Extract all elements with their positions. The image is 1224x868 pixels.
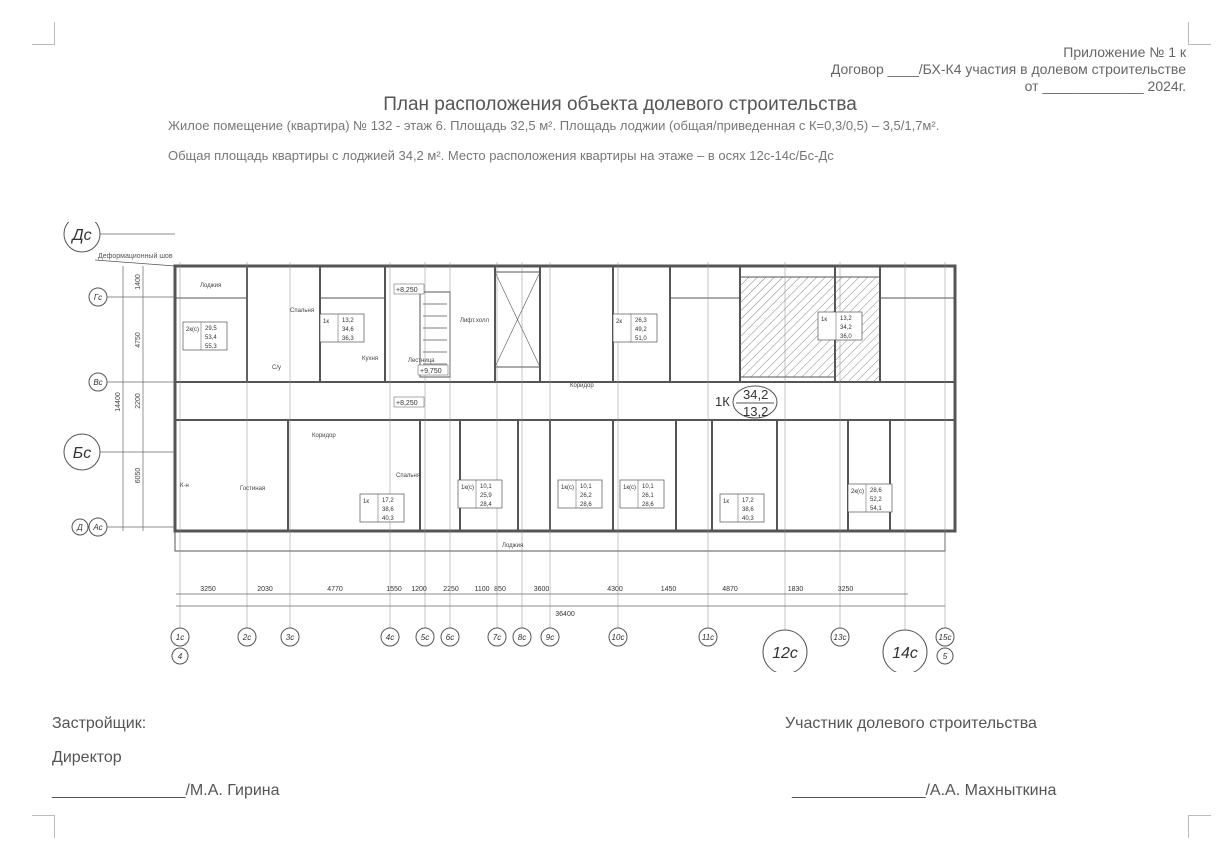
- room-label: Кухня: [362, 356, 379, 362]
- column-dimension: 3600: [533, 586, 550, 593]
- column-axis-label: 10с: [611, 633, 625, 642]
- room-label: Лоджия: [502, 543, 524, 549]
- flat-area-value: 10,1: [480, 484, 492, 490]
- appendix-line: Приложение № 1 к: [1063, 44, 1186, 60]
- column-dimension: 1200: [411, 586, 427, 593]
- participant-signature-line: _______________/А.А. Махныткина: [792, 782, 1057, 799]
- column-axis-label: 7с: [492, 633, 502, 642]
- column-axis-label: 12с: [772, 645, 798, 662]
- room-label: Коридор: [312, 433, 336, 439]
- director-label: Директор: [52, 749, 122, 766]
- column-dimension: 4300: [607, 586, 623, 593]
- total-height: 14400: [115, 392, 122, 412]
- flat-area-value: 10,1: [642, 484, 654, 490]
- flat-type: 2к(с): [186, 327, 199, 333]
- level-marks: [394, 284, 448, 407]
- room-label: Лестница: [408, 358, 435, 364]
- column-axis-label: 9с: [545, 633, 555, 642]
- room-label: Спальня: [396, 473, 421, 479]
- flat-area-value: 52,2: [870, 497, 882, 503]
- page-title: План расположения объекта долевого строительства: [383, 94, 857, 115]
- flat-area-value: 26,3: [635, 318, 647, 324]
- flat-area-value: 55,3: [205, 344, 217, 350]
- row-axis-label: Ас: [93, 523, 103, 532]
- column-dimensions: [176, 586, 945, 618]
- developer-signature-line: _______________/М.А. Гирина: [52, 782, 280, 799]
- room-label: Коридор: [570, 383, 594, 389]
- column-axis-label: 1с: [175, 633, 185, 642]
- flat-area-value: 28,6: [870, 488, 882, 494]
- crop-mark-top-left: [32, 22, 55, 45]
- floor-plan: [40, 222, 1190, 672]
- flat-area-value: 38,6: [742, 507, 754, 513]
- flat-area-value: 28,6: [642, 502, 654, 508]
- column-axis-label: 8с: [517, 633, 527, 642]
- level-mark: +8,250: [396, 400, 418, 407]
- flat-type: 2к(с): [851, 489, 864, 495]
- column-dimension: 4870: [722, 586, 738, 593]
- room-label: Гостиная: [240, 486, 266, 492]
- column-axis-label: 13с: [833, 633, 847, 642]
- flat-area-value: 34,6: [342, 327, 354, 333]
- flat-type: 1к: [363, 499, 369, 505]
- flat-area-value: 28,4: [480, 502, 492, 508]
- flat-type: 1к(с): [623, 485, 636, 491]
- crop-mark-top-right: [1188, 22, 1211, 45]
- flat-area-value: 36,0: [840, 334, 852, 340]
- date-line: от _____________ 2024г.: [1024, 78, 1186, 94]
- column-axis-label: 11с: [701, 633, 715, 642]
- level-mark: +9,750: [420, 368, 442, 375]
- developer-label: Застройщик:: [52, 715, 147, 732]
- column-axis-label-alt: 5: [942, 652, 948, 661]
- room-label: С/у: [272, 365, 281, 371]
- apartment-description: Жилое помещение (квартира) № 132 - этаж 6. Площадь 32,5 м². Площадь лоджии (общая/приведенная с К=0,3/0,5) – 3,5/1,7м².: [168, 118, 940, 133]
- flat-area-value: 38,6: [382, 507, 394, 513]
- flat-type: 1к(с): [461, 485, 474, 491]
- flat-area-value: 13,2: [840, 316, 852, 322]
- flat-area-value: 28,6: [580, 502, 592, 508]
- column-dimension: 1450: [660, 586, 677, 593]
- row-dimension: 1400: [135, 274, 142, 290]
- column-dimension: 850: [494, 586, 506, 593]
- column-dimension: 3250: [837, 586, 854, 593]
- column-dimension: 1830: [787, 586, 804, 593]
- flat-type: 1к: [821, 317, 827, 323]
- column-axis-label: 6с: [445, 633, 455, 642]
- room-label: Спальня: [290, 308, 315, 314]
- row-axes: [64, 222, 175, 536]
- row-axis-label: Дс: [72, 227, 92, 244]
- column-dimension: 1100: [474, 586, 490, 593]
- flat-area-value: 51,0: [635, 336, 647, 342]
- column-axis-label: 14с: [892, 645, 918, 662]
- row-axis-label: Вс: [93, 378, 103, 387]
- column-dimension: 2250: [443, 586, 459, 593]
- room-label: К-н: [180, 483, 189, 489]
- column-dimension: 1550: [386, 586, 402, 593]
- contract-line: Договор ____/БХ-К4 участия в долевом строительстве: [830, 61, 1186, 77]
- row-dimension: 2200: [135, 393, 142, 409]
- flat-area-value: 17,2: [382, 498, 394, 504]
- appendix-header: [831, 44, 1186, 95]
- row-axis-label: Бс: [72, 445, 92, 462]
- flat-area-value: 26,1: [642, 493, 654, 499]
- crop-mark-bottom-left: [32, 815, 55, 838]
- flat-area-value: 34,2: [840, 325, 852, 331]
- column-axis-label: 15с: [938, 633, 952, 642]
- column-dimension: 2030: [257, 586, 273, 593]
- row-axis-label-alt: Д: [77, 523, 83, 532]
- flat-type: 2к: [616, 319, 622, 325]
- flat-area-value: 36,3: [342, 336, 354, 342]
- column-axis-label: 4с: [385, 633, 395, 642]
- row-dimension: 6050: [135, 467, 142, 484]
- highlight-rooms: 1К: [715, 394, 730, 409]
- row-dimension: 4750: [135, 332, 142, 348]
- flat-area-value: 29,5: [205, 326, 217, 332]
- flat-type: 1к: [723, 499, 729, 505]
- flat-type: 1к(с): [561, 485, 574, 491]
- highlighted-apartment: [715, 277, 880, 419]
- flat-area-value: 40,3: [382, 516, 394, 522]
- flat-area-value: 49,2: [635, 327, 647, 333]
- room-label: Лоджия: [200, 283, 222, 289]
- column-axis-label: 2с: [242, 633, 252, 642]
- flat-area-value: 13,2: [342, 318, 354, 324]
- column-dimension: 3250: [200, 586, 216, 593]
- row-axis-label: Гс: [93, 293, 103, 302]
- highlight-living-area: 13,2: [743, 404, 769, 419]
- column-axis-label-alt: 4: [177, 652, 183, 661]
- column-axis-label: 5с: [420, 633, 430, 642]
- flat-area-value: 17,2: [742, 498, 754, 504]
- flat-type: 1к: [323, 319, 329, 325]
- room-label: Лифт.холл: [460, 318, 489, 324]
- flat-area-value: 53,4: [205, 335, 217, 341]
- column-dimension: 4770: [327, 586, 343, 593]
- flat-area-value: 25,9: [480, 493, 492, 499]
- participant-label: Участник долевого строительства: [785, 715, 1037, 732]
- flat-area-value: 54,1: [870, 506, 882, 512]
- level-mark: +8,250: [396, 287, 418, 294]
- flat-area-value: 40,3: [742, 516, 754, 522]
- column-axis-label: 3с: [285, 633, 295, 642]
- total-width: 36400: [555, 611, 575, 618]
- apartment-location: Общая площадь квартиры с лоджией 34,2 м². Место расположения квартиры на этаже – в осях 12с-14с/Бс-Дс: [168, 148, 834, 163]
- highlight-total-area: 34,2: [743, 387, 769, 402]
- crop-mark-bottom-right: [1188, 815, 1211, 838]
- flat-area-value: 26,2: [580, 493, 592, 499]
- deformation-joint-label: Деформационный шов: [98, 253, 173, 260]
- flat-area-value: 10,1: [580, 484, 592, 490]
